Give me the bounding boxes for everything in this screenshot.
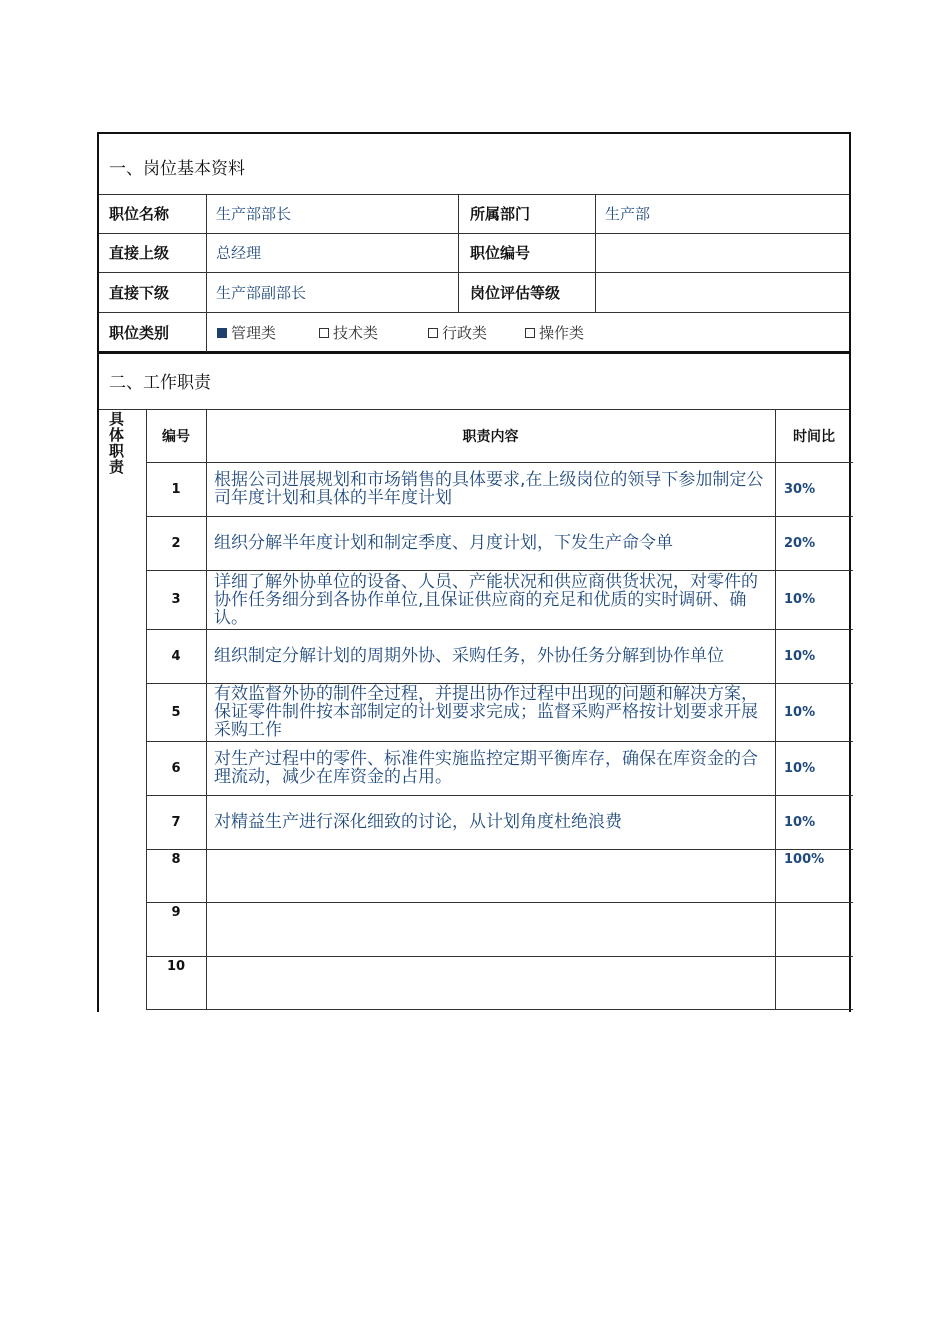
label-position-category: 职位类别 — [109, 324, 170, 342]
divider — [595, 194, 596, 312]
duties-table — [146, 409, 853, 1010]
duty-no: 4 — [171, 648, 181, 664]
section2-title: 二、工作职责 — [109, 373, 211, 393]
label-direct-superior: 直接上级 — [109, 244, 170, 262]
divider — [206, 409, 207, 1010]
category-option-administrative[interactable]: 行政类 — [428, 312, 487, 353]
duty-ratio: 10% — [784, 704, 816, 720]
value-direct-superior: 总经理 — [216, 244, 262, 262]
duty-content: 详细了解外协单位的设备、人员、产能状况和供应商供货状况，对零件的协作任务细分到各协作单位,且保证供应商的充足和优质的实时调研、确认。 — [214, 571, 758, 628]
duty-ratio: 10% — [784, 648, 816, 664]
duty-no: 10 — [166, 959, 186, 974]
header-ratio: 时间比 — [793, 428, 835, 445]
duty-no: 6 — [171, 760, 181, 776]
divider — [206, 194, 207, 353]
divider — [775, 409, 776, 1010]
category-option-operational[interactable]: 操作类 — [525, 312, 584, 353]
duty-no: 7 — [171, 814, 181, 830]
duty-content: 对生产过程中的零件、标准件实施监控定期平衡库存，确保在库资金的合理流动，减少在库资金的占用。 — [214, 749, 758, 787]
header-content: 职责内容 — [462, 428, 519, 445]
label-evaluation-grade: 岗位评估等级 — [470, 283, 561, 302]
category-option-management[interactable]: 管理类 — [217, 312, 276, 353]
duty-content: 对精益生产进行深化细致的讨论，从计划角度杜绝浪费 — [214, 812, 622, 832]
label-direct-subordinate: 直接下级 — [109, 283, 170, 302]
duty-ratio: 20% — [784, 535, 816, 551]
divider — [458, 194, 459, 312]
duty-no: 8 — [171, 852, 181, 867]
duty-content — [214, 849, 770, 902]
duty-ratio: 10% — [784, 592, 816, 607]
basic-info-section — [97, 132, 851, 353]
header-no: 编号 — [162, 428, 190, 445]
value-direct-subordinate: 生产部副部长 — [216, 283, 307, 302]
duty-content: 有效监督外协的制件全过程，并提出协作过程中出现的问题和解决方案，保证零件制件按本部制定的计划要求完成；监督采购严格按计划要求开展采购工作 — [214, 684, 758, 740]
value-department: 生产部 — [605, 205, 651, 223]
side-label-duties: 具体职责 — [109, 410, 125, 476]
duty-no: 1 — [171, 481, 181, 497]
duty-ratio: 100% — [784, 852, 825, 867]
checked-checkbox-icon[interactable] — [217, 328, 227, 338]
duty-ratio: 10% — [784, 814, 816, 830]
label-position-name: 职位名称 — [109, 205, 170, 223]
label-department: 所属部门 — [470, 205, 531, 223]
label-position-code: 职位编号 — [470, 244, 531, 262]
divider — [146, 1009, 853, 1010]
checkbox-icon[interactable] — [525, 328, 535, 338]
duty-no: 3 — [171, 592, 181, 607]
value-position-name: 生产部部长 — [216, 205, 292, 223]
duty-content — [214, 902, 770, 956]
duty-ratio — [784, 902, 852, 956]
duty-no: 5 — [171, 704, 181, 720]
job-duties-section — [97, 352, 851, 1012]
duty-no: 9 — [171, 905, 181, 920]
duty-content: 组织制定分解计划的周期外协、采购任务，外协任务分解到协作单位 — [214, 646, 724, 666]
section1-title: 一、岗位基本资料 — [109, 159, 245, 179]
duty-content: 根据公司进展规划和市场销售的具体要求,在上级岗位的领导下参加制定公司年度计划和具体的半年度计划 — [214, 470, 764, 508]
duty-ratio: 30% — [784, 481, 816, 497]
duty-content — [214, 956, 770, 1009]
duty-no: 2 — [171, 535, 181, 551]
checkbox-icon[interactable] — [428, 328, 438, 338]
checkbox-icon[interactable] — [319, 328, 329, 338]
duty-ratio — [784, 956, 852, 1009]
category-option-technical[interactable]: 技术类 — [319, 312, 378, 353]
duty-content: 组织分解半年度计划和制定季度、月度计划，下发生产命令单 — [214, 533, 673, 553]
duty-ratio: 10% — [784, 760, 816, 776]
